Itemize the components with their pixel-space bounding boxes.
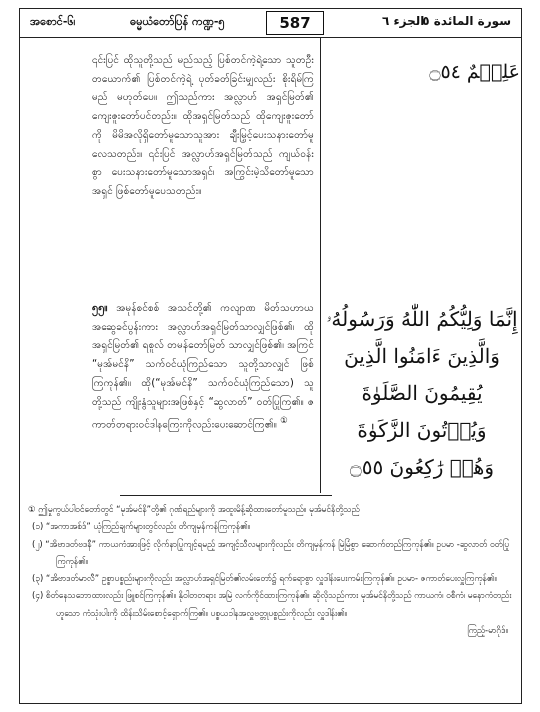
footnote-item: (၃) “အိဗာဒတ်မာလီ” ဥစ္စာပစ္စည်းများကိုလည်း အလ္လာဟ်အရှင်မြတ်၏လမ်းတော်၌ ရက်ရောစွာ လှူဒါန်းပေးကမ်းကြကုန်၏။ ဥပမာ- ဇကာတ်ပေးလှူကြကုန်၏။ [32, 573, 497, 584]
column-divider [320, 37, 321, 493]
translation-continuation [92, 52, 314, 202]
translation-paragraph [92, 299, 314, 435]
arabic-line: وَهُمۡ رَٰكِعُونَ ۝٥٥ [350, 455, 494, 479]
footnote-item: (၂) “အိဗာဒတ်ဗဒနီ” ကာယကံအားဖြင့် လိုက်နာပြုကျင့်ရမည့် အကျင့်သီလများကိုလည်း တိကျမှန်ကန် မြဲမြံစွာ ဆောက်တည်ကြကုန်၏။ ဥပမာ -ဆွလာတ် ဝတ်ပြုကြကုန်၏။ [32, 538, 510, 566]
footnote-rule [120, 495, 332, 496]
footnote-signature: ကြည့်-မာဂိုဒ်။ [467, 625, 508, 636]
verse-text: အမုန်စင်စစ် အသင်တို့၏ ကလျာဏ မိတ်သဟာယ အဆွေခင်ပွန်းကား အလ္လာဟ်အရှင်မြတ်သာလျှင်ဖြစ်၏၊ ထိုအရှင်မြတ်၏ ရစူလ် တမန်တော်မြတ် သာလျှင်ဖြစ်၏၊ အကြင် “မုအ်မင်နိ” သက်ဝင်ယုံကြည်သော သူတို့သာလျှင် ဖြစ်ကြကုန်၏။ ထို(“မုအ်မင်နိ” သက်ဝင်ယုံကြည်သော) သူတို့သည် ကျိုးနွံသူများအဖြစ်နှင့် “ဆွလာတ်” ဝတ်ပြုကြ၏။ ဇကာတ်တရားဝင်ဒါနကြေးကိုလည်းပေးဆောင်ကြ၏။ [92, 303, 314, 431]
arabic-verse-end: عَلِيۡمٌ ۝٥٤ [429, 61, 520, 83]
volume-label: အစောင်-၆၊ [30, 15, 76, 28]
arabic-line: إِنَّمَا وَلِيُّكُمُ اللّٰهُ وَرَسُولُهُۥ [326, 307, 518, 331]
footnote-main: ① ဤမှုကွယ်ပါဝင်တော်တွင် “မုအ်မင်နိ”တို့၏ ဂုဏ်ရည်များကို အထူးမိန့်ဆိုထားတော်မူသည်။ မုအ်မင်နိတို့သည် [28, 504, 360, 514]
page-number: 587 [266, 11, 324, 35]
book-title: ဓမ္မယံတော်ပြန် ကဏ္ဍ-၅ [130, 15, 225, 28]
verse-number: ၅၅။ [92, 301, 108, 314]
arabic-line: وَالَّذِينَ ءَامَنُوا الَّذِينَ [344, 344, 500, 368]
footnote-mark: ① [280, 416, 288, 427]
translation-verse-55 [92, 299, 314, 435]
footnotes [28, 501, 514, 639]
translation-paragraph: ၎င်းပြင် ထိုသူတို့သည် မည်သည့် ပြစ်တင်ကဲ့ရဲ့သော သူတဦးတယောက်၏ ပြစ်တင်ကဲ့ရဲ့ ပုတ်ခတ်ခြင်းမျှလည်း စိုးရိမ်ကြမည် မဟုတ်ပေ။ ဤသည်ကား အလ္လာဟ် အရှင်မြတ်၏ ကျေးဇူးတော်ပင်တည်း။ ထိုအရှင်မြတ်သည် ထိုကျေးဇူးတော်ကို မိမိအလိုရှိတော်မူသောသူအား ချီးမြှင့်ပေးသနားတော်မူလေသတည်း။ ၎င်းပြင် အလ္လာဟ်အရှင်မြတ်သည် ကျယ်ဝန်းစွာ ပေးသနားတော်မူသောအရှင်၊ အကြွင်းမဲ့သိတော်မူသောအရှင် ဖြစ်တော်မူပေသတည်း။ [92, 55, 314, 197]
footnote-item: (၄) စိတ်နေသဘောထားလည်း ဖြူစင်ကြကုန်၏။ နိုဝါတတရား အမြဲ လက်ကိုင်ထားကြကုန်၏။ ဆိုလိုသည်ကား မုအ်မင်နိတို့သည် ကာယကံ၊ ဝစီကံ၊ မနောကံတည်းဟူသော ကံသုံးပါးကို ထိန်းသိမ်းစောင့်ရှောက်ကြ၏။ ပစ္စယ၁ါနအလှူဗတ္တုပစ္စည်းကိုလည်း လှူဒါန်း၏။ [32, 590, 512, 618]
arabic-verse-55 [324, 301, 520, 486]
footnote-item: (၁) “အကာအစ်ဒ်” ယုံကြည်ချက်များတွင်လည်း တိကျမှန်ကန်ကြကုန်၏။ [32, 521, 251, 532]
arabic-line: يُقِيمُونَ الصَّلَوٰةَ [361, 381, 483, 405]
page-header [20, 9, 521, 38]
page-frame [19, 8, 522, 704]
arabic-line: وَيُؤۡتُونَ الزَّكَوٰةَ [357, 418, 487, 442]
surah-label: سورة المائدة ٥ [422, 14, 511, 28]
juz-label: الجزء ٦ [382, 14, 425, 28]
